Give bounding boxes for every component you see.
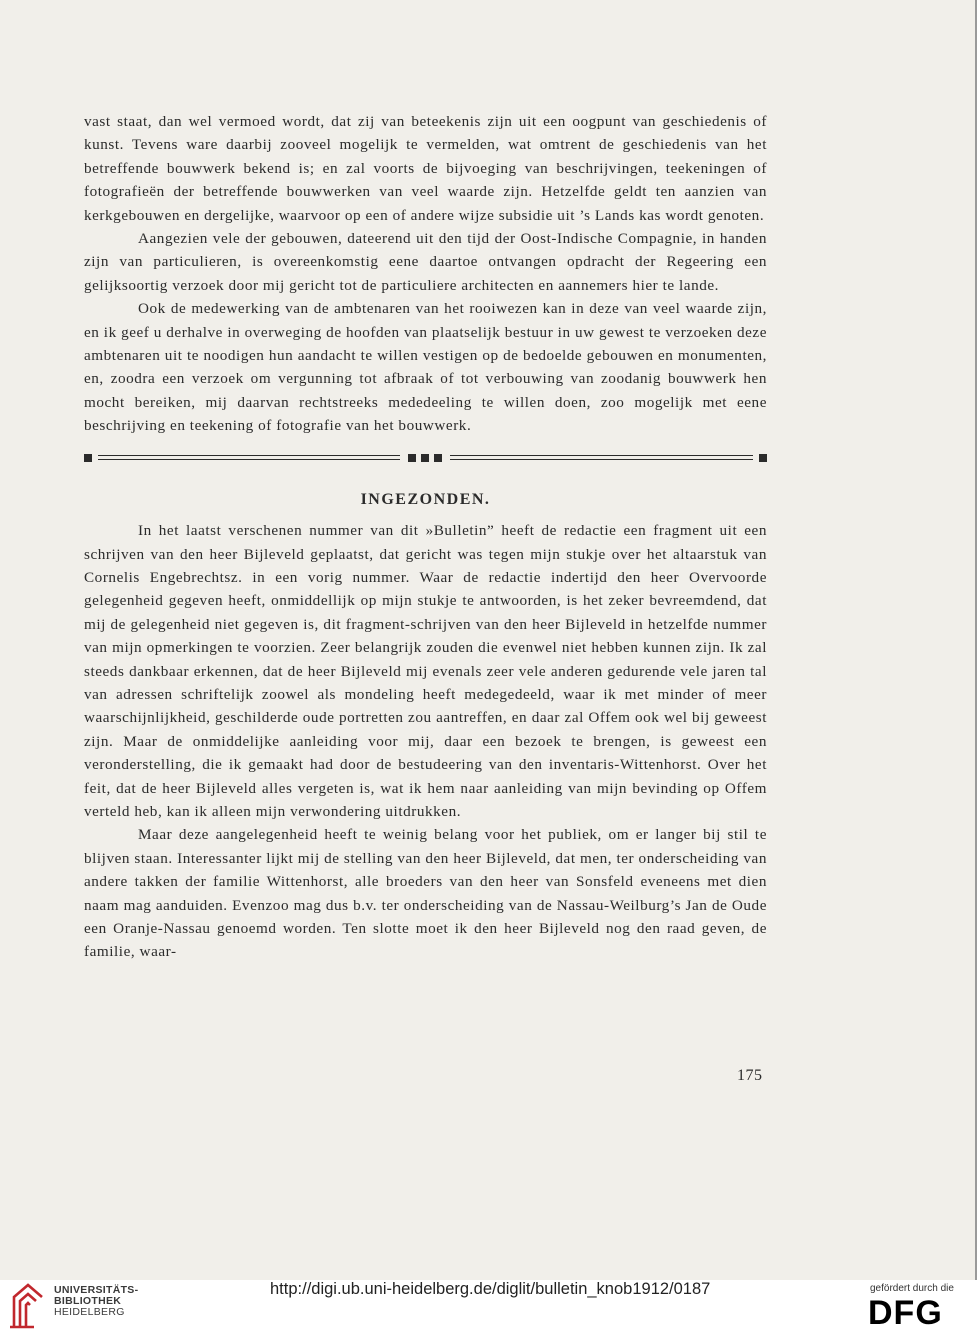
paragraph: Aangezien vele der gebouwen, dateerend uit den tijd der Oost-Indische Compagnie, in handen zijn van particulieren, is overeenkomstig eene daartoe ontvangen opdracht der Regeering een gelijksoortig verzoek door mij gericht tot de particuliere architecten en aannemers hier te lande. <box>84 230 767 294</box>
paragraph: In het laatst verschenen nummer van dit »Bulletin” heeft de redactie een fragment uit een schrijven van den heer Bijleveld geplaatst, dat gericht was tegen mijn stukje over het altaarstuk van Cornelis Engebrechtsz. in een vorig nummer. Waar de redactie indertijd den heer Overvoorde gelegenheid gegeven heeft, onmiddellijk op mijn stukje te antwoorden, is het zeker bevreemdend, dat mij de gelegenheid niet gegeven is, dit fragment-schrijven van den heer Bijleveld in hetzelfde nummer van mijn opmerkingen te voorzien. Zeer belangrijk zouden die evenwel niet hebben kunnen zijn. Ik zal steeds dankbaar erkennen, dat de heer Bijleveld mij evenals zeer vele anderen gedurende vele jaren tal van adressen schriftelijk zoowel als mondeling heeft medegedeeld, waar ik met minder of meer waarschijnlijkheid, geschilderde oude portretten zou aantreffen, en daar zal Offem ook wel bij geweest zijn. Maar de onmiddelijke aanleiding voor mij, daar een bezoek te brengen, is geweest een veronderstelling, die ik gemaakt had door de bestudeering van den inventaris-Wittenhorst. Over het feit, dat de heer Bijleveld alles vergeten is, wat ik hem naar aanleiding van mijn bevinding op Offem verteld heb, kan ik alleen mijn verwondering uitdrukken. <box>84 522 767 820</box>
divider-square <box>421 454 429 462</box>
source-url-link[interactable]: http://digi.ub.uni-heidelberg.de/diglit/bulletin_knob1912/0187 <box>270 1280 711 1298</box>
divider-square <box>408 454 416 462</box>
paragraph: Ook de medewerking van de ambtenaren van het rooiwezen kan in deze van veel waarde zijn, en ik geef u derhalve in overweging de hoofden van plaatselijk bestuur in uw gewest te verzoeken deze ambtenaren uit te noodigen hun aandacht te willen vestigen op de bedoelde gebouwen en monumenten, en, zoodra een verzoek om vergunning tot afbraak of tot verbouwing van zoodanig bouwwerk hen mocht bereiken, mij daarvan rechtstreeks mededeeling te willen doen, zoo mogelijk met eene beschrijving en teekening of fotografie van het bouwwerk. <box>84 300 767 435</box>
section-heading: INGEZONDEN. <box>360 490 491 508</box>
dfg-logo: DFG <box>868 1294 943 1332</box>
page-number: 175 <box>737 1067 763 1084</box>
library-line: UNIVERSITÄTS- <box>54 1284 139 1296</box>
paragraph: vast staat, dan wel vermoed wordt, dat zij van beteekenis zijn uit een oogpunt van geschiedenis of kunst. Tevens ware daarbij zooveel mogelijk te vermelden, wat omtrent de geschiedenis van het betreffende bouwwerk bekend is; en zal voorts de bijvoeging van beschrijvingen, teekeningen of fotografieën der betreffende bouwwerken van veel waarde zijn. Hetzelfde geldt ten aanzien van kerkgebouwen en dergelijke, waarvoor op een of andere wijze subsidie uit ’s Lands kas wordt genoten. <box>84 113 767 224</box>
divider-square <box>759 454 767 462</box>
divider-rule <box>98 455 400 460</box>
divider-square <box>84 454 92 462</box>
divider-rule <box>450 455 753 460</box>
library-name <box>54 1285 138 1318</box>
article-text <box>84 110 767 964</box>
library-line: BIBLIOTHEK <box>54 1295 122 1307</box>
divider-square <box>434 454 442 462</box>
funder-label: gefördert durch die <box>870 1283 954 1294</box>
library-line: HEIDELBERG <box>54 1306 125 1318</box>
paragraph: Maar deze aangelegenheid heeft te weinig belang voor het publiek, om er langer bij stil te blijven staan. Interessanter lijkt mij de stelling van den heer Bijleveld, dat men, ter onderscheiding van andere takken der familie Wittenhorst, alle broeders van den heer van Sonsfeld eveneens met dien naam mag aanduiden. Evenzoo mag dus b.v. ter onderscheiding van de Nassau-Weilburg’s Jan de Oude een Oranje-Nassau genoemd worden. Ten slotte moet ik den heer Bijleveld nog den raad geven, de familie, waar- <box>84 826 767 961</box>
ornamental-divider <box>84 452 767 466</box>
university-library-logo-icon <box>8 1283 48 1329</box>
